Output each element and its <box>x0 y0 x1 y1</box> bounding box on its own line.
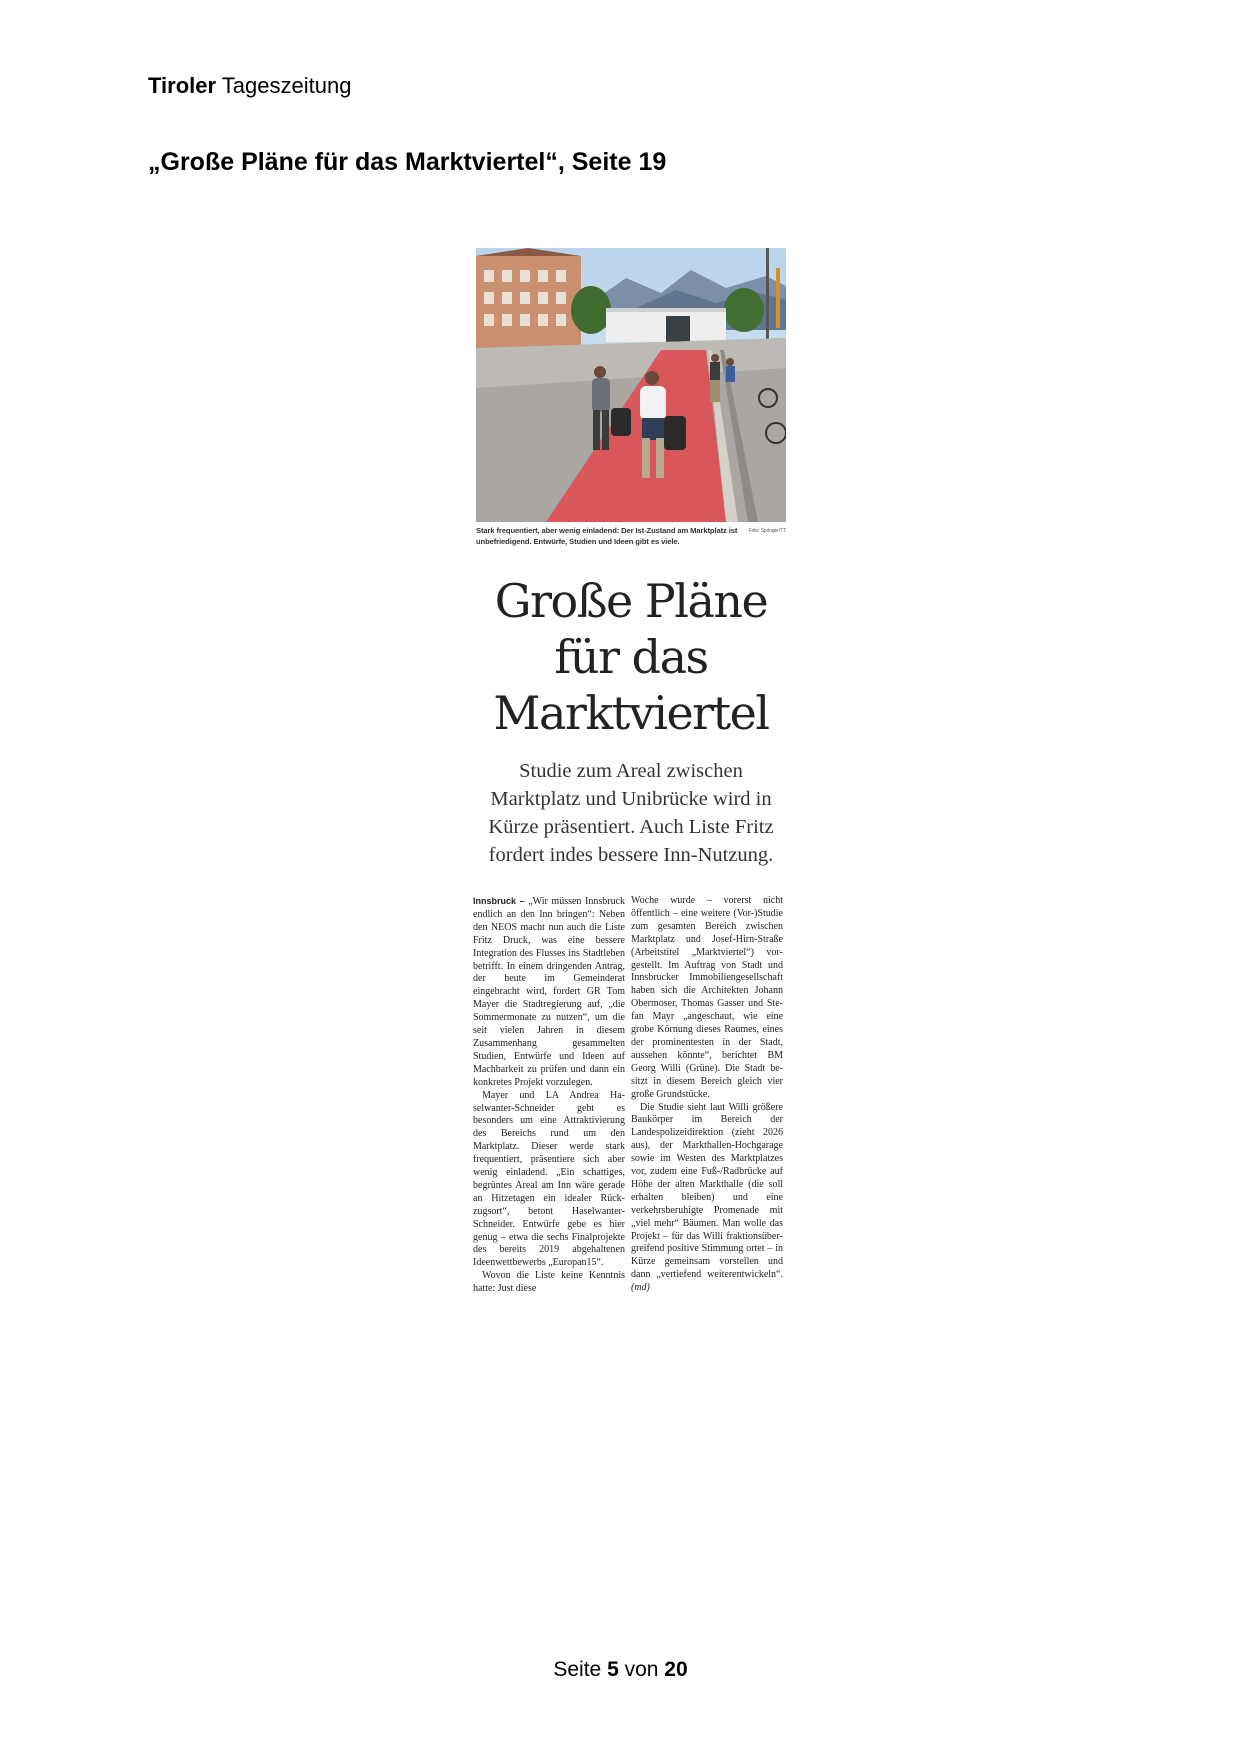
document-title: „Große Pläne für das Marktviertel“, Seite 19 <box>148 148 667 176</box>
article-column-2 <box>631 895 783 1296</box>
body-paragraph: Mayer und LA Andrea Haselwanter-Schneider geht es besonders um eine Attraktivierung des Bereichs rund um den Marktplatz. Dieser werde stark frequentiert, präsentiere sich aber wenig einladend. „Ein schattiges, begrüntes Areal am Inn wäre gerade an Hitzetagen ein idealer Rückzugsort“, betont Haselwanter-Schneider. Entwürfe gebe es hier genug – etwa die sechs Finalprojekte des bereits 2019 abgehaltenen Ideenwettbewerbs „Europan15“. <box>473 1089 625 1269</box>
body-paragraph <box>473 895 625 1090</box>
headline-line: Marktviertel <box>493 686 769 740</box>
article-photo <box>476 248 786 522</box>
publication-name-bold: Tiroler <box>148 73 217 98</box>
page-middle: von <box>618 1658 665 1681</box>
photo-caption-text: Stark frequentiert, aber wenig einladend: Der Ist-Zustand am Marktplatz ist unbefriedigend. Entwürfe, Studien und Ideen gibt es viele. <box>476 526 738 546</box>
lead-line: Marktplatz und Unibrücke wird in <box>490 788 772 810</box>
total-pages: 20 <box>664 1658 688 1681</box>
photo-caption <box>476 525 786 547</box>
page-number <box>0 1658 1241 1682</box>
lead-line: Studie zum Areal zwischen <box>519 760 743 782</box>
lead-line: fordert indes bessere Inn-Nutzung. <box>488 844 774 866</box>
headline-line: für das <box>554 630 708 684</box>
body-text: „Wir müssen Innsbruck endlich an den Inn bringen“: Neben den NEOS macht nun auch die Liste Fritz Druck, was eine bessere Integration des Flusses ins Stadtleben betrifft. In einem dringenden Antrag, der heute im Gemeinderat eingebracht wird, fordert GR Tom Mayer die Stadtregierung auf, „die Sommermonate zu nutzen“, um die seit vielen Jahren in diesem Zusammenhang gesammelten Studien, Entwürfe und Ideen auf Machbarkeit zu prüfen und dann ein konkretes Projekt vorzulegen. <box>473 896 626 1088</box>
publication-name-rest: Tageszeitung <box>216 73 352 98</box>
body-paragraph <box>631 1102 783 1296</box>
photo-credit: Foto: Springer/TT <box>748 528 786 534</box>
dateline: Innsbruck – <box>473 896 525 906</box>
article-column-1 <box>473 895 625 1296</box>
article-clipping <box>473 248 786 1296</box>
article-body <box>473 895 783 1296</box>
article-headline <box>476 573 786 741</box>
page-prefix: Seite <box>553 1658 608 1681</box>
body-paragraph: Wovon die Liste keine Kenntnis hatte: Just diese <box>473 1270 625 1295</box>
lead-line: Kürze präsentiert. Auch Liste Fritz <box>488 816 774 838</box>
publication-name <box>148 73 351 99</box>
body-paragraph: Woche wurde – vorerst nicht öffentlich – eine weitere (Vor-)Studie zum gesamten Bereich zwischen Marktplatz und Josef-Hirn-Straße (Arbeitstitel „Marktviertel“) vorgestellt. Im Auftrag von Stadt und Innsbrucker Immobiliengesellschaft haben sich die Architekten Johann Obermoser, Thomas Gasser und Stefan Mayr „angeschaut, wie eine grobe Körnung dieses Raumes, eines der prominentesten in der Stadt, aussehen könnte“, berichtet BM Georg Willi (Grüne). Die Stadt besitzt in diesem Bereich gleich vier große Grundstücke. <box>631 895 783 1100</box>
current-page: 5 <box>607 1658 619 1681</box>
headline-line: Große Pläne <box>494 574 768 628</box>
author-signature: (md) <box>631 1282 650 1294</box>
body-text: Die Studie sieht laut Willi größere Baukörper im Bereich der Landespolizeidirektion (zieht 2026 aus), der Markthallen-Hochgarage sowie im Westen des Marktplatzes vor, zudem eine Fuß-/Radbrücke auf Höhe der alten Markthalle (die soll erhalten bleiben) und eine verkehrsberuhigte Promenade mit „viel mehr“ Bäumen. Man wolle das Projekt – für das Willi fraktionsübergreifend positive Stimmung ortet – in Kürze gemeinsam vorstellen und dann „vertiefend weiterentwickeln“. <box>631 1101 783 1281</box>
article-lead <box>476 757 786 869</box>
